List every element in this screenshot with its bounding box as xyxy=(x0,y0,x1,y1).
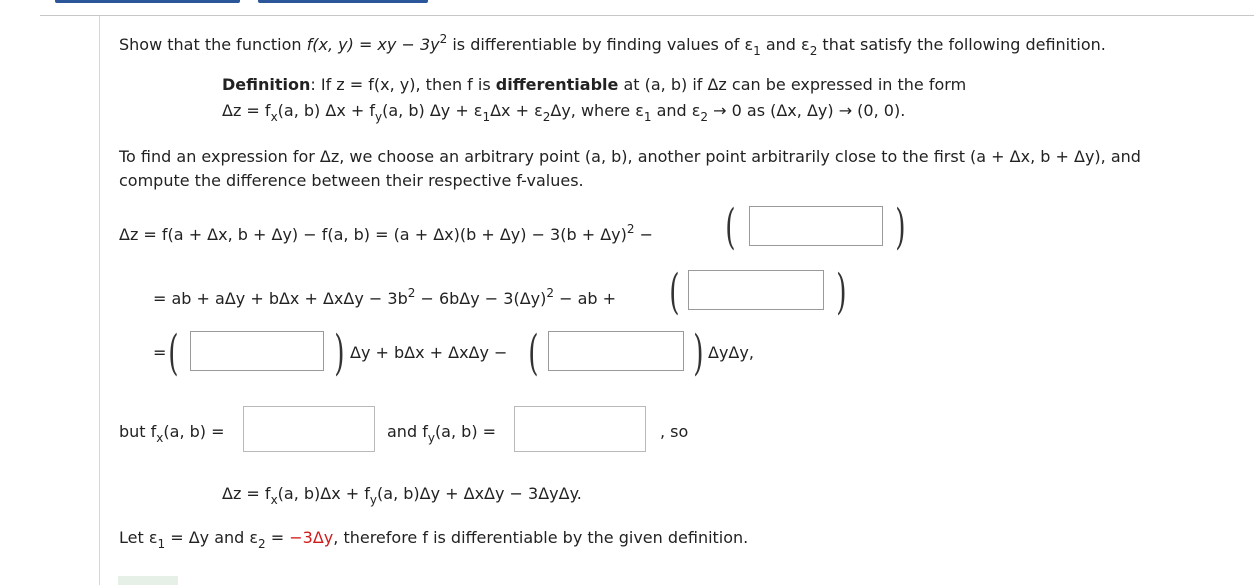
close-paren-2: ) xyxy=(836,264,847,320)
open-paren-1: ( xyxy=(725,199,736,255)
equation-line-1: Δz = f(a + Δx, b + Δy) − f(a, $b) = (a + \Delta x)(b + \Delta y) - 3(b + \Delta y)^2$ − xyxy=(119,222,654,244)
answer-box-4[interactable] xyxy=(548,331,684,371)
equation-line-2: = ab + $a\Delta y + b\Delta x + \Delta x\Delta y - 3b^2 - 6b\Delta y - 3(\Delta y)^2$ − ab + xyxy=(153,286,617,308)
top-divider xyxy=(40,15,1254,16)
equation-line-3-mid: Δy + bΔx + ΔxΔy − xyxy=(350,343,508,362)
problem-statement: Show that the function f(x, y) = xy − $3y^2$ is differentiable by finding values of $\varepsilon_1$ and $\varepsilon_2$ that satisfy the following definition. xyxy=(119,32,1106,58)
close-paren-3: ) xyxy=(334,325,345,381)
definition-line-2: $\Delta z = f_x(a$, b) $\Delta x + f_y(a$, b) $\Delta y + \varepsilon_1\Delta x + \varepsilon_2\Delta y$, where $\varepsilon_1$ and $\varepsilon_2 \to 0$ as (Δx, Δy) → (0, 0). xyxy=(222,101,906,124)
tab-indicator-left xyxy=(55,0,240,3)
result-equation: $\Delta z = f_x(a$, $b)\Delta x + f_y(a$, b)Δy + ΔxΔy − 3ΔyΔy. xyxy=(222,484,582,507)
epsilon2-answer: −3Δy xyxy=(289,528,334,547)
fx-input[interactable] xyxy=(243,406,375,452)
intro-line-1: To find an expression for Δz, we choose an arbitrary point (a, b), another point arbitrarily close to the first (a + Δx, b + Δy), and xyxy=(119,147,1141,166)
open-paren-3: ( xyxy=(168,325,179,381)
fy-input[interactable] xyxy=(514,406,646,452)
close-paren-1: ) xyxy=(895,199,906,255)
bottom-stub xyxy=(118,576,178,585)
fy-label: and $f_y(a$, b) = xyxy=(387,422,497,445)
intro-line-2: compute the difference between their respective f-values. xyxy=(119,171,584,190)
answer-box-1[interactable] xyxy=(749,206,883,246)
conclusion: Let $\varepsilon_1 = \Delta y$ and $\varepsilon_2 = -3\Delta y$, therefore f is differentiable by the given definition. xyxy=(119,528,749,551)
fx-label: but $f_x(a$, b) = xyxy=(119,422,225,445)
tab-indicator-right xyxy=(258,0,428,3)
equation-line-3-eq: = xyxy=(153,343,167,362)
left-margin-rule xyxy=(99,16,100,585)
equation-line-3-tail: ΔyΔy, xyxy=(708,343,754,362)
so-text: , so xyxy=(660,422,689,441)
open-paren-4: ( xyxy=(528,325,539,381)
definition-line-1: Definition: If z = f(x, y), then f is differentiable at (a, b) if Δz can be expressed in the form xyxy=(222,75,967,94)
open-paren-2: ( xyxy=(669,264,680,320)
answer-box-2[interactable] xyxy=(688,270,824,310)
answer-box-3[interactable] xyxy=(190,331,324,371)
close-paren-4: ) xyxy=(693,325,704,381)
